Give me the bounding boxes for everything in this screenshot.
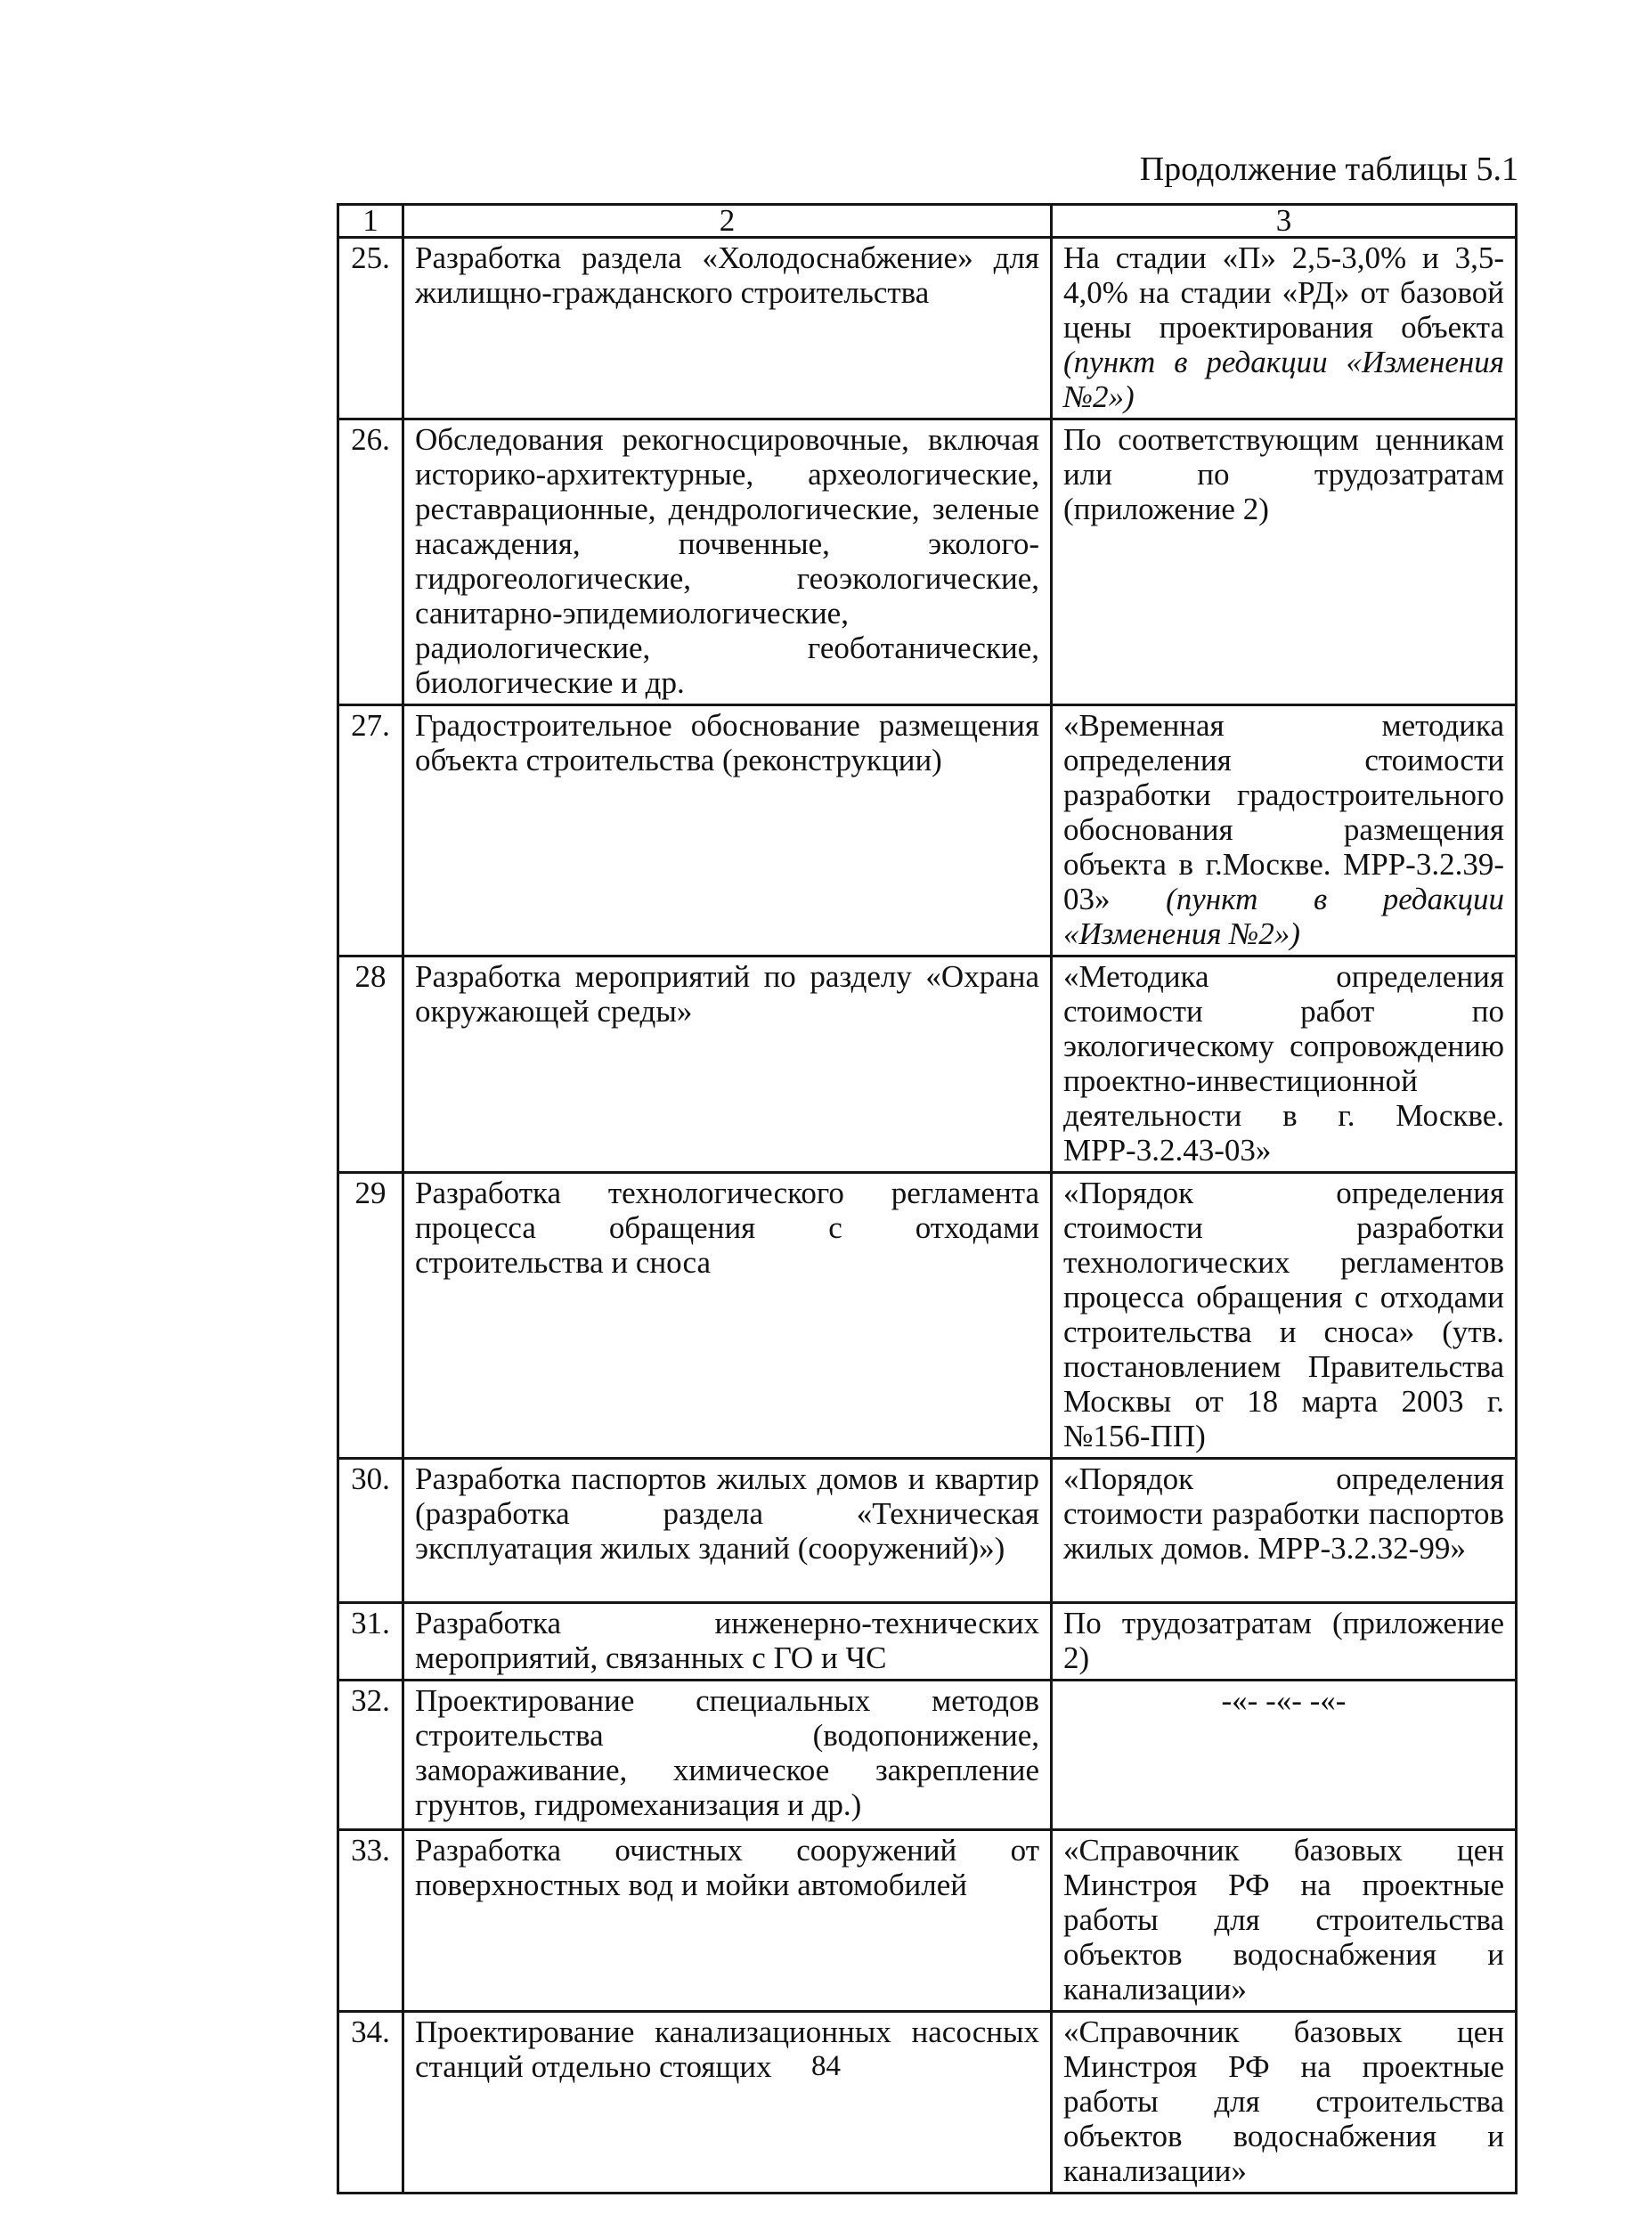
table-row: [338, 238, 1517, 419]
table-row: [338, 1603, 1517, 1681]
price-basis: «Справочник базовых цен Минстроя РФ на проектные работы для строительства объектов водоснабжения и канализации»: [1052, 1830, 1517, 2012]
table-row: [338, 1681, 1517, 1830]
work-description: Разработка мероприятий по разделу «Охрана окружающей среды»: [403, 956, 1052, 1173]
price-basis: По трудозатратам (приложение 2): [1052, 1603, 1517, 1681]
row-number: 32.: [338, 1681, 403, 1830]
table-header-row: [338, 205, 1517, 238]
work-description: Обследования рекогносцировочные, включая историко-архитектурные, археологические, реставрационные, дендрологические, зеленые насаждения, почвенные, эколого-гидрогеологические, геоэкологические, санитарно-эпидемиологические, радиологические, геоботанические, биологические и др.: [403, 419, 1052, 705]
work-description: Разработка инженерно-технических мероприятий, связанных с ГО и ЧС: [403, 1603, 1052, 1681]
row-number: 33.: [338, 1830, 403, 2012]
table-row: [338, 1459, 1517, 1603]
price-basis: [1052, 238, 1517, 419]
row-number: 31.: [338, 1603, 403, 1681]
price-basis: По соответствующим ценникам или по трудозатратам (приложение 2): [1052, 419, 1517, 705]
work-description: Разработка раздела «Холодоснабжение» для жилищно-гражданского строительства: [403, 238, 1052, 419]
work-description: Разработка паспортов жилых домов и квартир (разработка раздела «Техническая эксплуатация жилых зданий (сооружений)»): [403, 1459, 1052, 1603]
row-number: 29: [338, 1173, 403, 1459]
table-row: [338, 1830, 1517, 2012]
price-basis: «Методика определения стоимости работ по экологическому сопровождению проектно-инвестиционной деятельности в г. Москве. МРР-3.2.43-03»: [1052, 956, 1517, 1173]
basis-text: «Временная методика определения стоимости разработки градостроительного обоснования размещения объекта в г.Москве. МРР-3.2.39-03»: [1063, 708, 1504, 916]
work-description: Разработка очистных сооружений от поверхностных вод и мойки автомобилей: [403, 1830, 1052, 2012]
table-caption: Продолжение таблицы 5.1: [1139, 151, 1518, 188]
table-row: [338, 2012, 1517, 2194]
column-header-work: 2: [403, 205, 1052, 238]
price-basis: «Справочник базовых цен Минстроя РФ на проектные работы для строительства объектов водоснабжения и канализации»: [1052, 2012, 1517, 2194]
amendment-note: (пункт в редакции «Изменения №2»): [1063, 882, 1504, 951]
page-number: 84: [811, 2050, 841, 2082]
table-row: [338, 956, 1517, 1173]
work-description: Проектирование специальных методов строительства (водопонижение, замораживание, химическое закрепление грунтов, гидромеханизация и др.): [403, 1681, 1052, 1830]
price-basis: «Порядок определения стоимости разработки паспортов жилых домов. МРР-3.2.32-99»: [1052, 1459, 1517, 1603]
row-number: 30.: [338, 1459, 403, 1603]
row-number: 25.: [338, 238, 403, 419]
work-description: Проектирование канализационных насосных станций отдельно стоящих: [403, 2012, 1052, 2194]
row-number: 26.: [338, 419, 403, 705]
table-row: [338, 705, 1517, 956]
price-basis: -«- -«- -«-: [1052, 1681, 1517, 1830]
column-header-number: 1: [338, 205, 403, 238]
table-row: [338, 1173, 1517, 1459]
price-basis-table: [337, 203, 1518, 2194]
work-description: Разработка технологического регламента процесса обращения с отходами строительства и сноса: [403, 1173, 1052, 1459]
row-number: 28: [338, 956, 403, 1173]
amendment-note: (пункт в редакции «Изменения №2»): [1063, 345, 1504, 414]
row-number: 34.: [338, 2012, 403, 2194]
basis-text: На стадии «П» 2,5-3,0% и 3,5-4,0% на стадии «РД» от базовой цены проектирования объекта: [1063, 240, 1504, 345]
column-header-basis: 3: [1052, 205, 1517, 238]
work-description: Градостроительное обоснование размещения объекта строительства (реконструкции): [403, 705, 1052, 956]
row-number: 27.: [338, 705, 403, 956]
price-basis: [1052, 705, 1517, 956]
price-basis: «Порядок определения стоимости разработки технологических регламентов процесса обращения с отходами строительства и сноса» (утв. постановлением Правительства Москвы от 18 марта 2003 г. №156-ПП): [1052, 1173, 1517, 1459]
table-row: [338, 419, 1517, 705]
